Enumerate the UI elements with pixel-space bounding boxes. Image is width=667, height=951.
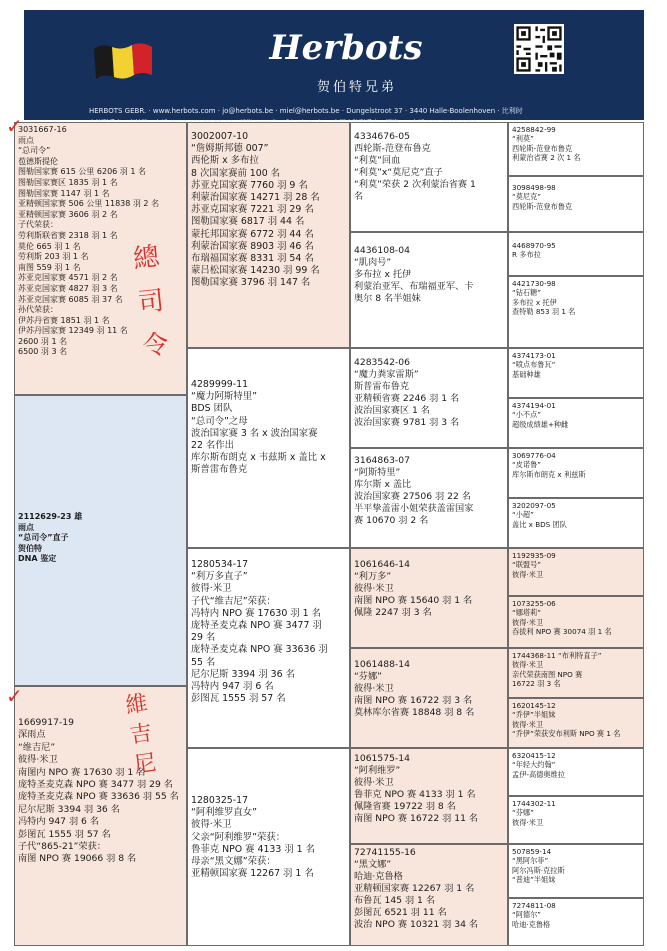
ring-number: 4436108-04 (354, 245, 410, 256)
flag-stripe-red (132, 43, 152, 75)
pedigree-line: 图勒国家赛 1147 羽 1 名 (18, 188, 110, 198)
ring-number: 1073255-06 (512, 599, 556, 608)
gen4-cell (508, 898, 644, 946)
gen4-cell (508, 596, 644, 648)
pedigree-line: 孟伊-高德奥维拉 (512, 769, 565, 779)
pedigree-line: “利万多直子” (191, 571, 248, 583)
pedigree-line: 库尔斯布朗克 x 韦兹斯 x 盖比 x (191, 452, 326, 464)
pedigree-line: 布鲁瓦 145 羽 1 名 (354, 895, 436, 906)
pedigree-line: 父亲“阿利维罗”荣获： (191, 831, 286, 843)
pedigree-line: 亚精顿国家赛 3606 羽 2 名 (18, 209, 118, 219)
gen3-cell (350, 348, 508, 448)
pedigree-line: 彼得·米卫 (512, 617, 544, 627)
pedigree-line: 孙代荣获： (18, 305, 58, 315)
gen4-cell (508, 698, 644, 748)
pedigree-line: 西轮斯-范登布鲁克 (512, 143, 573, 153)
pedigree-line: 贺伯特 (18, 543, 42, 553)
pedigree-line: “小不点” (512, 410, 542, 420)
gen4-cell (508, 448, 644, 498)
ring-number: 4468970-95 (512, 241, 556, 250)
pedigree-line: BDS 团队 (191, 403, 233, 415)
ring-number: 6320415-12 (512, 751, 556, 760)
pedigree-line: “魔力粪家雷斯” (354, 369, 419, 380)
pedigree-line: “黑阿尔菲” (512, 856, 549, 866)
ring-number: 3202097-05 (512, 501, 556, 510)
ring-number: 72741155-16 (354, 847, 416, 858)
handwritten-note-bottom: 維吉尼 (124, 691, 158, 779)
pedigree-line: 波治国家赛 3 名 x 波治国家赛 (191, 427, 318, 439)
pedigree-line: “小超” (512, 510, 534, 520)
ring-number: 2112629-23 雄 (18, 512, 83, 521)
pedigree-line: 尼尔尼斯 3394 羽 36 名 (18, 803, 120, 815)
pedigree-line: 伊苏丹国家赛 12349 羽 11 名 (18, 326, 128, 336)
pedigree-line: “维吉尼” (18, 741, 56, 753)
ring-number: 4374173-01 (512, 351, 556, 360)
pedigree-line: 22 名作出 (191, 440, 235, 452)
pedigree-line: 庞特圣麦克森 NPO 赛 3477 羽 (191, 620, 322, 632)
ring-number: 4258842-99 (512, 125, 556, 134)
pedigree-line: “总司令”直子 (18, 533, 69, 543)
pedigree-line: 母亲“黑文娜”荣获： (191, 856, 276, 868)
pedigree-line: 盖比 x BDS 团队 (512, 519, 567, 529)
sire-cell (14, 122, 187, 395)
pedigree-line: 亚精顿省赛 2246 羽 1 名 (354, 393, 460, 404)
pedigree-line: 南图内 NPO 赛 17630 羽 1 名 (18, 766, 146, 778)
pedigree-line: 彼得·米卫 (18, 754, 58, 766)
ring-number: 1280325-17 (191, 795, 249, 806)
pedigree-line: “阿利维罗直女” (191, 807, 257, 819)
pedigree-line: 2600 羽 1 名 (18, 336, 68, 346)
pedigree-line: “利莫”回血 (354, 155, 401, 166)
pedigree-line: “钻石糖” (512, 288, 542, 298)
pedigree-line: DNA 鉴定 (18, 554, 57, 564)
pedigree-line: “魔力阿斯特里” (191, 391, 257, 403)
pedigree-line: 哈迪·克鲁格 (354, 871, 403, 882)
pedigree-line: 图勒国家赛 6817 羽 44 名 (191, 216, 305, 228)
pedigree-line: 彼得·米卫 (354, 683, 394, 694)
pedigree-line: 彼得·米卫 (191, 819, 232, 831)
pedigree-line: 波治 NPO 赛 10321 羽 34 名 (354, 919, 479, 930)
pedigree-line: 庞特圣麦克森 NPO 赛 33636 羽 (191, 644, 328, 656)
granddam-paternal-cell (187, 348, 350, 548)
brand-header (24, 10, 644, 120)
pedigree-line: 彼得·米卫 (354, 777, 394, 788)
pedigree-line: 子代荣获： (18, 220, 58, 230)
gen4-cell (508, 796, 644, 844)
pedigree-line: 南图 NPO 赛 19066 羽 8 名 (18, 853, 137, 865)
pedigree-line: 雨点 (18, 522, 34, 532)
pedigree-line: 鲁菲克 NPO 赛 4133 羽 1 名 (354, 789, 476, 800)
pedigree-line: 冯特内 NPO 赛 17630 羽 1 名 (191, 607, 321, 619)
pedigree-line: 彭图瓦 6521 羽 11 名 (354, 907, 447, 918)
pedigree-line: 莫伦 665 羽 1 名 (18, 241, 81, 251)
pedigree-line: 6500 羽 3 名 (18, 347, 68, 357)
pedigree-line: 名 (354, 191, 364, 202)
gen4-cell (508, 648, 644, 698)
pedigree-line: 莫林库尔省赛 18848 羽 8 名 (354, 707, 475, 718)
pedigree-line: 彭图瓦 1555 羽 57 名 (18, 828, 111, 840)
pedigree-line: 斯普雷布鲁克 (191, 464, 248, 476)
belgian-flag-icon (92, 41, 154, 81)
pedigree-line: 苏亚克国家赛 4827 羽 3 名 (18, 283, 118, 293)
pedigree-line: “总司令” (18, 146, 51, 156)
ring-number: 1280534-17 (191, 559, 249, 570)
ring-number: 3098498-98 (512, 183, 556, 192)
ring-number: 4289999-11 (191, 379, 249, 390)
pedigree-line: 彼得·米卫 (191, 583, 232, 595)
pedigree-line: 亲代荣获南图 NPO 赛 (512, 669, 583, 679)
pedigree-line: 波治国家赛 27506 羽 22 名 (354, 491, 471, 502)
pedigree-line: 佩隆 2247 羽 3 名 (354, 607, 432, 618)
pedigree-line: 哈迪·克鲁格 (512, 919, 551, 929)
gen4-cell (508, 232, 644, 276)
pedigree-line: 蒙吕松国家赛 14230 羽 99 名 (191, 265, 320, 277)
ring-number: 1744302-11 (512, 799, 556, 808)
pedigree-line: 深雨点 (18, 729, 46, 741)
pedigree-line: 利蒙治国家赛 8903 羽 46 名 (191, 240, 314, 252)
gen4-cell (508, 122, 644, 176)
pedigree-line: “阿德尔” (512, 910, 542, 920)
ring-number: 3002007-10 (191, 131, 249, 142)
pedigree-line: 南图 NPO 赛 15640 羽 1 名 (354, 595, 473, 606)
brand-name-chinese: 贺伯特兄弟 (316, 80, 397, 95)
pedigree-line: 8 次国家赛前 100 名 (191, 167, 281, 179)
gen3-cell (350, 648, 508, 748)
ring-number: 507859-14 (512, 847, 552, 856)
pedigree-line: 苞德斯提伦 (18, 156, 58, 166)
dam-cell (14, 686, 187, 946)
pedigree-line: 超级成绩雄+种雌 (512, 419, 569, 429)
pedigree-line: R 多布拉 (512, 250, 541, 260)
pedigree-line: 冯特内 947 羽 6 名 (191, 681, 274, 693)
pedigree-line: “阿利维罗” (354, 765, 401, 776)
flag-stripe-yellow (112, 45, 134, 79)
gen4-cell (508, 398, 644, 448)
gen3-cell (350, 548, 508, 648)
pedigree-line: “芬娜” (354, 671, 382, 682)
pedigree-line: “利莫”荣获 2 次利蒙治省赛 1 (354, 179, 476, 190)
check-mark-bottom: ✓ (6, 684, 23, 708)
pedigree-line: “莫尼克” (512, 192, 542, 202)
gen4-cell (508, 176, 644, 232)
pedigree-line: “阿斯特里” (354, 467, 401, 478)
grandsire-maternal-cell (187, 548, 350, 748)
pedigree-line: 蒙托邦国家赛 6772 羽 44 名 (191, 228, 314, 240)
gen4-cell (508, 748, 644, 796)
check-mark-top: ✓ (6, 114, 23, 138)
gen3-cell (350, 122, 508, 232)
pedigree-line: 鲁菲克 NPO 赛 4133 羽 1 名 (191, 843, 315, 855)
pedigree-line: 劳利斯 203 羽 1 名 (18, 252, 89, 262)
gen4-cell (508, 844, 644, 898)
pedigree-line: 多布拉 x 托伊 (354, 269, 412, 280)
pedigree-line: “乔伊”半姐妹 (512, 710, 556, 720)
pedigree-line: 查特勒 853 羽 1 名 (512, 307, 576, 317)
pedigree-line: 西轮斯-范登布鲁克 (354, 143, 431, 154)
pedigree-line: 利蒙治亚军、布瑞福亚军、卡 (354, 281, 474, 292)
pedigree-line: 彼得·米卫 (512, 660, 544, 670)
pedigree-line: “利万多” (354, 571, 392, 582)
gen3-cell (350, 844, 508, 946)
pedigree-line: 彼得·米卫 (512, 817, 544, 827)
flag-stripe-black (94, 45, 114, 79)
pedigree-line: 南图 559 羽 1 名 (18, 262, 81, 272)
pedigree-line: 亚精顿国家赛 12267 羽 1 名 (354, 883, 475, 894)
gen4-cell (508, 276, 644, 348)
pedigree-line: 阿尔冯斯·克拉斯 (512, 865, 565, 875)
gen4-cell (508, 548, 644, 596)
pedigree-line: “乔伊”荣获安布利斯 NPO 赛 1 名 (512, 729, 621, 739)
pedigree-line: 彼得·米卫 (512, 719, 544, 729)
subject-bird-cell (14, 395, 187, 686)
pedigree-line: “黑文娜” (354, 859, 392, 870)
ring-number: 4334676-05 (354, 131, 410, 142)
pedigree-line: “詹姆斯邦德 007” (191, 143, 269, 155)
pedigree-line: 子代“维吉尼”荣获： (191, 595, 276, 607)
pedigree-line: 图勒国家赛 615 公里 6206 羽 1 名 (18, 167, 146, 177)
pedigree-line: 利蒙治国家赛 14271 羽 28 名 (191, 192, 320, 204)
ring-number: 1061646-14 (354, 559, 410, 570)
pedigree-line: 子代“865-21”荣获： (18, 841, 106, 853)
pedigree-line: 南图 NPO 赛 16722 羽 11 名 (354, 813, 479, 824)
pedigree-line: “总司令”之母 (191, 415, 248, 427)
brand-name: Herbots (269, 28, 423, 68)
pedigree-line: 佩隆省赛 19722 羽 8 名 (354, 801, 456, 812)
pedigree-line: 波治国家赛区 1 名 (354, 405, 430, 416)
pedigree-line: 斯普雷布鲁克 (354, 381, 410, 392)
ring-number: 1061575-14 (354, 753, 410, 764)
pedigree-line: “喷点布鲁瓦” (512, 360, 556, 370)
pedigree-line: 苏亚克国家赛 7221 羽 29 名 (191, 204, 314, 216)
pedigree-line: 西轮斯-范登布鲁克 (512, 201, 573, 211)
pedigree-line: 图勒国家赛区 1835 羽 1 名 (18, 177, 118, 187)
ring-number: 4374194-01 (512, 401, 556, 410)
pedigree-line: 南图 NPO 赛 16722 羽 3 名 (354, 695, 473, 706)
gen4-cell (508, 498, 644, 548)
pedigree-line: 波治国家赛 9781 羽 3 名 (354, 417, 460, 428)
ring-number: 1744368-11 “布利特直子” (512, 651, 602, 660)
pedigree-line: 苏亚克国家赛 6085 羽 37 名 (18, 294, 123, 304)
ring-number: 3069776-04 (512, 451, 556, 460)
pedigree-line: “联盟号” (512, 560, 542, 570)
ring-number: 1620145-12 (512, 701, 556, 710)
ring-number: 1669917-19 (18, 717, 74, 728)
pedigree-line: 55 名 (191, 656, 216, 668)
ring-number: 3164863-07 (354, 455, 410, 466)
pedigree-line: 彼得·米卫 (354, 583, 394, 594)
ring-number: 1061488-14 (354, 659, 410, 670)
pedigree-line: “皮诺鲁” (512, 460, 542, 470)
pedigree-line: 29 名 (191, 632, 216, 644)
pedigree-line: 西伦斯 x 多布拉 (191, 155, 259, 167)
pedigree-line: 雨点 (18, 135, 34, 145)
pedigree-line: 伊苏丹省赛 1851 羽 1 名 (18, 315, 110, 325)
grandsire-paternal-cell (187, 122, 350, 348)
pedigree-line: 亚精顿国家赛 506 公里 11838 羽 2 名 (18, 199, 160, 209)
pedigree-line: “普迪”半姐妹 (512, 875, 556, 885)
gen3-cell (350, 748, 508, 844)
pedigree-line: 奥尔 8 名半姐妹 (354, 293, 421, 304)
pedigree-line: “利莫”x“莫尼克”直子 (354, 167, 443, 178)
contact-line: HERBOTS GEBR. · www.herbots.com · jo@herbots.be · miel@herbots.be · Dungelstroot 37 · 3440 Halle-Boolenhoven · 比利时 (89, 107, 523, 115)
pedigree-line: “年轻大约翰” (512, 760, 556, 770)
ring-number: 3031667-16 (18, 125, 67, 134)
gen3-cell (350, 448, 508, 548)
gen4-cell (508, 348, 644, 398)
pedigree-line: 苏亚克国家赛 7760 羽 9 名 (191, 179, 308, 191)
pedigree-line: 利蒙治省赛 2 次 1 名 (512, 153, 581, 163)
pedigree-line: 布瑞福国家赛 8331 羽 54 名 (191, 253, 314, 265)
pedigree-line: 庞特圣麦克森 NPO 赛 3477 羽 29 名 (18, 779, 173, 791)
pedigree-line: “肌肉号” (354, 257, 392, 268)
pedigree-line: “娜塔莉” (512, 608, 542, 618)
pedigree-line: 尼尔尼斯 3394 羽 36 名 (191, 668, 295, 680)
handwritten-note-top: 總司令 (131, 241, 171, 363)
pedigree-line: 彼得·米卫 (512, 569, 544, 579)
ring-number: 1192935-09 (512, 551, 556, 560)
pedigree-line: 彭图瓦 1555 羽 57 名 (191, 693, 286, 705)
pedigree-line: 多布拉 x 托伊 (512, 297, 557, 307)
pedigree-line: 库尔斯 x 盖比 (354, 479, 412, 490)
pedigree-line: 半平挚盖雷小姐荣获盖雷国家 (354, 503, 474, 514)
pedigree-line: 冯特内 947 羽 6 名 (18, 816, 100, 828)
pedigree-line: 苏亚克国家赛 4571 羽 2 名 (18, 273, 118, 283)
pedigree-line: 亚精顿国家赛 12267 羽 1 名 (191, 868, 314, 880)
granddam-maternal-cell (187, 748, 350, 946)
ring-number: 7274811-08 (512, 901, 556, 910)
ring-number: 4283542-06 (354, 357, 410, 368)
pedigree-line: 图勒国家赛 3796 羽 147 名 (191, 277, 311, 289)
pedigree-line: 庞特圣麦克森 NPO 赛 33636 羽 55 名 (18, 791, 179, 803)
pedigree-line: 赛 10670 羽 2 名 (354, 515, 429, 526)
pedigree-line: 16722 羽 3 名 (512, 679, 561, 689)
pedigree-line: “芬娜” (512, 808, 534, 818)
pedigree-line: “利莫” (512, 134, 534, 144)
pedigree-line: 库尔斯布朗克 x 利兹斯 (512, 469, 586, 479)
pedigree-line: 基础种雄 (512, 369, 541, 379)
gen3-cell (350, 232, 508, 348)
ring-number: 4421730-98 (512, 279, 556, 288)
pedigree-line: 吞拔利 NPO 赛 30074 羽 1 名 (512, 627, 612, 637)
qr-code-icon (514, 24, 564, 74)
pedigree-line: 劳利斯联省赛 2318 羽 1 名 (18, 230, 118, 240)
